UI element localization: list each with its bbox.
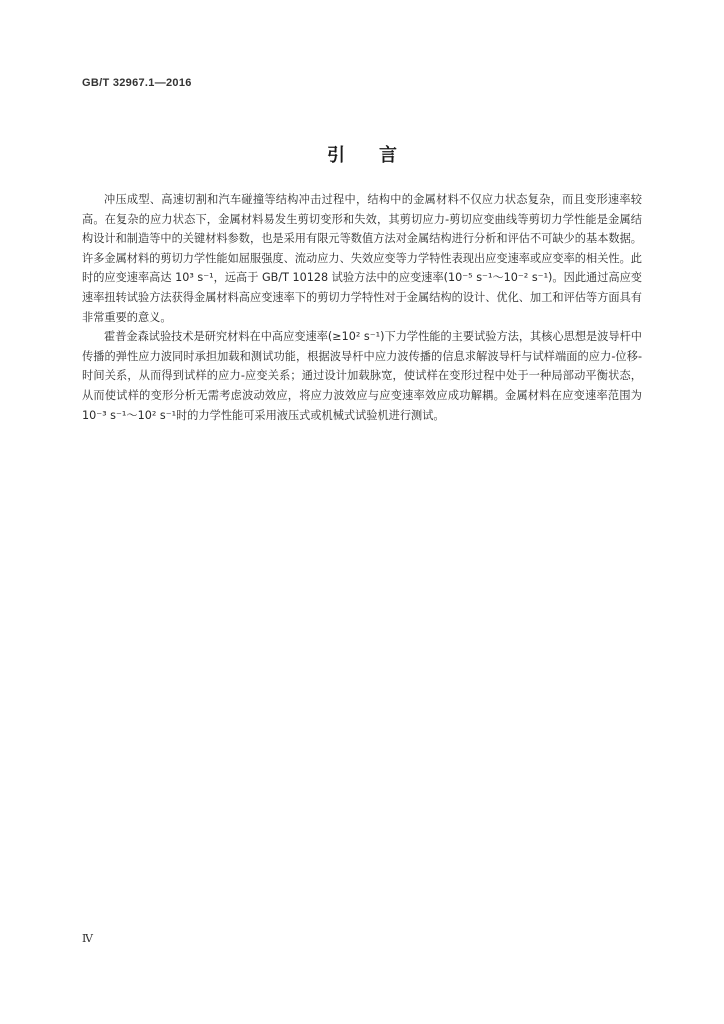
paragraph-1: 冲压成型、高速切割和汽车碰撞等结构冲击过程中，结构中的金属材料不仅应力状态复杂，而且变形速率较高。在复杂的应力状态下，金属材料易发生剪切变形和失效，其剪切应力-剪切应变曲线等剪切力学性能是金属结构设计和制造等中的关键材料参数，也是采用有限元等数值方法对金属结构进行分析和评估不可缺少的基本数据。许多金属材料的剪切力学性能如屈服强度、流动应力、失效应变等力学特性表现出应变速率或应变率的相关性。此时的应变速率高达 10³ s⁻¹，远高于 GB/T 10128 试验方法中的应变速率(10⁻⁵ s⁻¹～10⁻² s⁻¹)。因此通过高应变速率扭转试验方法获得金属材料高应变速率下的剪切力学特性对于金属结构的设计、优化、加工和评估等方面具有非常重要的意义。	[82, 193, 642, 324]
section-title: 引言	[327, 145, 431, 166]
standard-code-header: GB/T 32967.1—2016	[82, 77, 192, 89]
introduction-body	[82, 190, 642, 425]
page-number: Ⅳ	[82, 933, 93, 945]
paragraph-2: 霍普金森试验技术是研究材料在中高应变速率(≥10² s⁻¹)下力学性能的主要试验方法，其核心思想是波导杆中传播的弹性应力波同时承担加载和测试功能，根据波导杆中应力波传播的信息求解波导杆与试样端面的应力-位移-时间关系，从而得到试样的应力-应变关系；通过设计加载脉宽，使试样在变形过程中处于一种局部动平衡状态，从而使试样的变形分析无需考虑波动效应，将应力波效应与应变速率效应成功解耦。金属材料在应变速率范围为 10⁻³ s⁻¹～10² s⁻¹时的力学性能可采用液压式或机械式试验机进行测试。	[82, 330, 642, 422]
